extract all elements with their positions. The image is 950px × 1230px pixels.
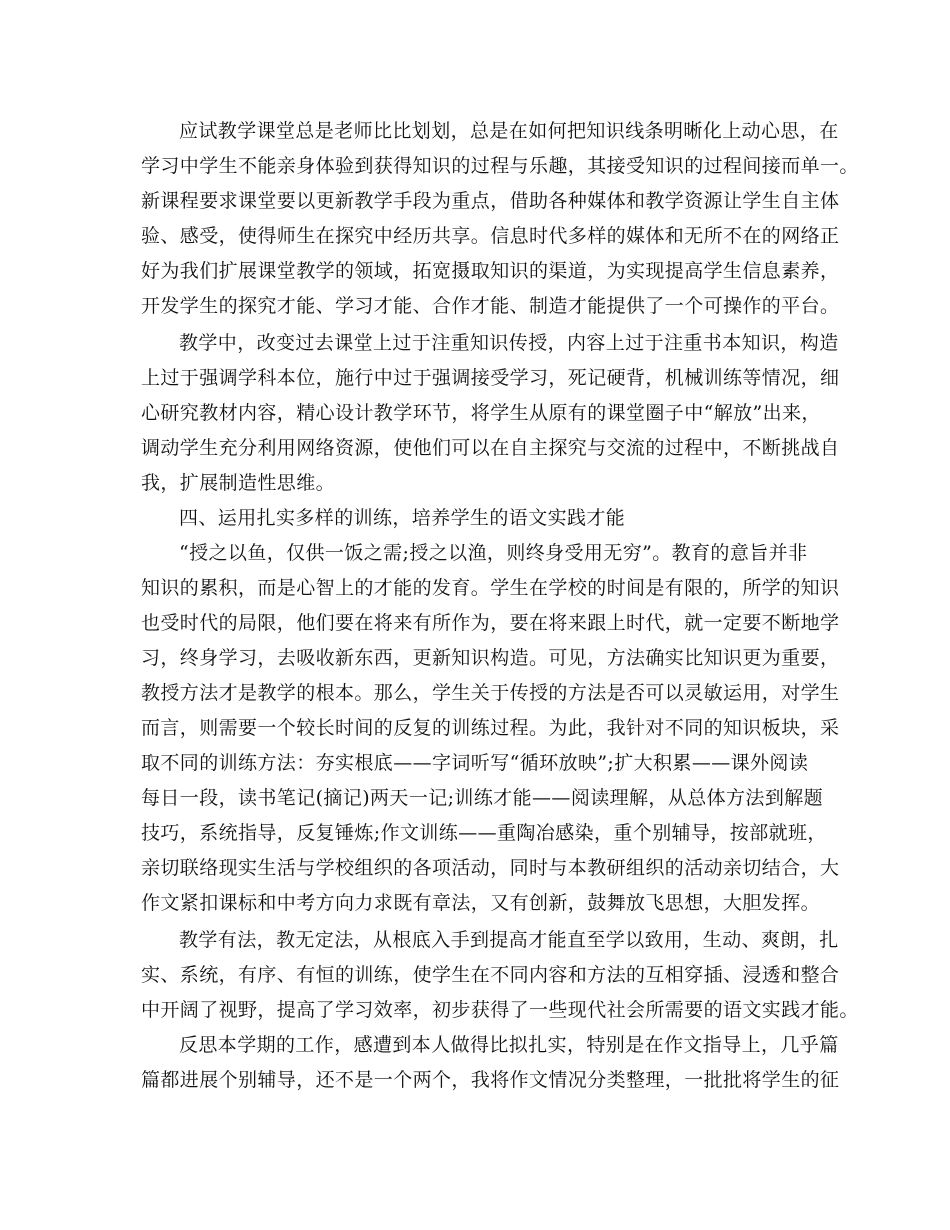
text-line: 验、感受，使得师生在探究中经历共享。信息时代多样的媒体和无所不在的网络正 xyxy=(141,225,840,247)
text-line: 习，终身学习，去吸收新东西，更新知识构造。可见，方法确实比知识更为重要， xyxy=(141,647,840,669)
text-line: 知识的累积，而是心智上的才能的发育。学生在学校的时间是有限的，所学的知识 xyxy=(141,577,840,599)
text-line: 调动学生充分利用网络资源，使他们可以在自主探究与交流的过程中，不断挑战自 xyxy=(141,437,840,459)
section-heading: 四、运用扎实多样的训练，培养学生的语文实践才能 xyxy=(179,507,626,529)
text-line: 实、系统，有序、有恒的训练，使学生在不同内容和方法的互相穿插、浸透和整合 xyxy=(141,964,840,986)
text-line: 学习中学生不能亲身体验到获得知识的过程与乐趣，其接受知识的过程间接而单一。 xyxy=(141,155,859,177)
text-line: 作文紧扣课标和中考方向力求既有章法，又有创新，鼓舞放飞思想，大胆发挥。 xyxy=(141,892,821,914)
text-line: 取不同的训练方法：夯实根底——字词听写“循环放映”;扩大积累——课外阅读 xyxy=(141,752,809,774)
text-line: 中开阔了视野，提高了学习效率，初步获得了一些现代社会所需要的语文实践才能。 xyxy=(141,999,859,1021)
text-line: 也受时代的局限，他们要在将来有所作为，要在将来跟上时代，就一定要不断地学 xyxy=(141,612,840,634)
text-line: 上过于强调学科本位，施行中过于强调接受学习，死记硬背，机械训练等情况，细 xyxy=(141,367,840,389)
text-line: 开发学生的探究才能、学习才能、合作才能、制造才能提供了一个可操作的平台。 xyxy=(141,295,840,317)
text-line: 技巧，系统指导，反复锤炼;作文训练——重陶冶感染，重个别辅导，按部就班， xyxy=(141,822,827,844)
text-line: 心研究教材内容，精心设计教学环节，将学生从原有的课堂圈子中“解放”出来， xyxy=(141,402,821,424)
text-line: 教授方法才是教学的根本。那么，学生关于传授的方法是否可以灵敏运用，对学生 xyxy=(141,682,840,704)
text-line: 反思本学期的工作，感遭到本人做得比拟扎实，特别是在作文指导上，几乎篇 xyxy=(179,1034,839,1056)
text-line: 教学中，改变过去课堂上过于注重知识传授，内容上过于注重书本知识，构造 xyxy=(179,332,839,354)
text-line: 应试教学课堂总是老师比比划划，总是在如何把知识线条明晰化上动心思，在 xyxy=(179,120,839,142)
text-line: 新课程要求课堂要以更新教学手段为重点，借助各种媒体和教学资源让学生自主体 xyxy=(141,190,840,212)
text-line: 亲切联络现实生活与学校组织的各项活动，同时与本教研组织的活动亲切结合，大 xyxy=(141,857,840,879)
text-line: 而言，则需要一个较长时间的反复的训练过程。为此，我针对不同的知识板块，采 xyxy=(141,717,840,739)
text-line: 每日一段，读书笔记(摘记)两天一记;训练才能——阅读理解，从总体方法到解题 xyxy=(141,787,824,809)
text-line: 篇都进展个别辅导，还不是一个两个，我将作文情况分类整理，一批批将学生的征 xyxy=(141,1069,840,1091)
text-line: 好为我们扩展课堂教学的领域，拓宽摄取知识的渠道，为实现提高学生信息素养， xyxy=(141,260,840,282)
text-line: 教学有法，教无定法，从根底入手到提高才能直至学以致用，生动、爽朗，扎 xyxy=(179,929,839,951)
text-line: 我，扩展制造性思维。 xyxy=(141,472,336,494)
text-line: “授之以鱼，仅供一饭之需;授之以渔，则终身受用无穷”。教育的意旨并非 xyxy=(179,542,808,564)
